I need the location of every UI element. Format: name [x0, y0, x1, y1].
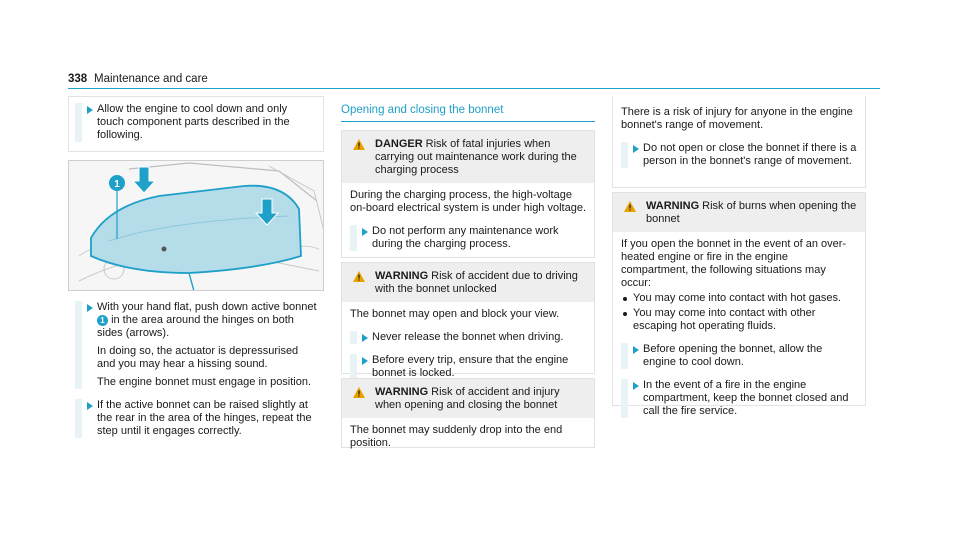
step-item — [350, 354, 586, 380]
bullet-item: You may come into contact with hot gases. — [621, 292, 857, 305]
step-text: The engine bonnet must engage in position. — [97, 376, 312, 388]
step-text: Do not perform any maintenance work during the charging process. — [372, 225, 559, 250]
continued-box — [612, 96, 866, 188]
danger-box — [341, 130, 595, 258]
step-item — [75, 399, 317, 438]
warning-header — [342, 379, 594, 418]
step-text: Before every trip, ensure that the engine bonnet is locked. — [372, 354, 569, 379]
warning-box-opening — [341, 378, 595, 448]
danger-label: DANGER — [375, 138, 423, 150]
step-arrow-icon — [633, 346, 639, 354]
intro-step-box — [68, 96, 324, 152]
danger-body — [342, 183, 594, 259]
warning-header — [342, 263, 594, 302]
warning-body — [613, 232, 865, 426]
step-item — [75, 301, 317, 389]
warning-body — [342, 302, 594, 388]
warning-title: Risk of accident and injury when opening and closing the bonnet — [375, 386, 560, 411]
warning-label: WARNING — [646, 200, 700, 212]
step-text: Do not open or close the bonnet if there is a person in the bonnet's range of movement. — [643, 142, 857, 167]
warning-body — [342, 418, 594, 458]
step-arrow-icon — [633, 145, 639, 153]
warning-label: WARNING — [375, 386, 429, 398]
step-item — [621, 343, 857, 369]
warning-text: The bonnet may open and block your view. — [350, 308, 560, 320]
step-arrow-icon — [362, 357, 368, 365]
step-text: In doing so, the actuator is depressurised and you may hear a hissing sound. — [97, 345, 299, 370]
car-bonnet-drawing — [69, 161, 324, 291]
step-arrow-icon — [633, 382, 639, 390]
figure-callout: 1 — [114, 179, 120, 190]
step-arrow-icon — [87, 304, 93, 312]
step-item — [350, 225, 586, 251]
step-text: In the event of a fire in the engine compartment, keep the bonnet closed and call the fire service. — [643, 379, 849, 417]
warning-title: Risk of burns when opening the bonnet — [646, 200, 857, 225]
warning-header — [613, 193, 865, 232]
callout-badge: 1 — [97, 315, 108, 326]
warning-text: If you open the bonnet in the event of an over-heated engine or fire in the engine compartment, the following situations may occur: — [621, 238, 847, 289]
step-text: With your hand flat, push down active bonnet 1 in the area around the hinges on both sides (arrows). — [97, 301, 317, 339]
danger-title: Risk of fatal injuries when carrying out maintenance work during the charging process — [375, 138, 577, 176]
warning-triangle-icon — [353, 139, 365, 150]
section-heading: Opening and closing the bonnet — [341, 104, 595, 122]
warning-triangle-icon — [353, 387, 365, 398]
step-text: Allow the engine to cool down and only touch component parts described in the following. — [97, 103, 290, 141]
step-item — [621, 379, 857, 418]
step-arrow-icon — [362, 228, 368, 236]
bonnet-illustration — [68, 160, 324, 291]
step-text: If the active bonnet can be raised slightly at the rear in the area of the hinges, repeat the step until it engages correctly. — [97, 399, 312, 437]
section-title: Maintenance and care — [94, 73, 208, 85]
step-arrow-icon — [87, 106, 93, 114]
warning-triangle-icon — [624, 201, 636, 212]
step-text: Never release the bonnet when driving. — [372, 331, 564, 343]
warning-triangle-icon — [353, 271, 365, 282]
step-text: Before opening the bonnet, allow the engine to cool down. — [643, 343, 823, 368]
danger-text: During the charging process, the high-voltage on-board electrical system is under high voltage. — [350, 189, 587, 214]
step-item — [350, 331, 586, 344]
bullet-item: You may come into contact with other escaping hot operating fluids. — [621, 307, 857, 333]
warning-title: Risk of accident due to driving with the bonnet unlocked — [375, 270, 578, 295]
warning-label: WARNING — [375, 270, 429, 282]
page-header — [68, 69, 880, 89]
warning-text: The bonnet may suddenly drop into the end position. — [350, 424, 563, 449]
step-arrow-icon — [362, 334, 368, 342]
warning-box-driving — [341, 262, 595, 379]
steps-box — [68, 296, 324, 437]
warning-box-burns — [612, 192, 866, 417]
step-item — [621, 142, 857, 168]
step-item — [75, 103, 317, 142]
page-number: 338 — [68, 73, 88, 85]
step-arrow-icon — [87, 402, 93, 410]
intro-text: There is a risk of injury for anyone in the engine bonnet's range of movement. — [621, 106, 853, 131]
danger-header — [342, 131, 594, 183]
